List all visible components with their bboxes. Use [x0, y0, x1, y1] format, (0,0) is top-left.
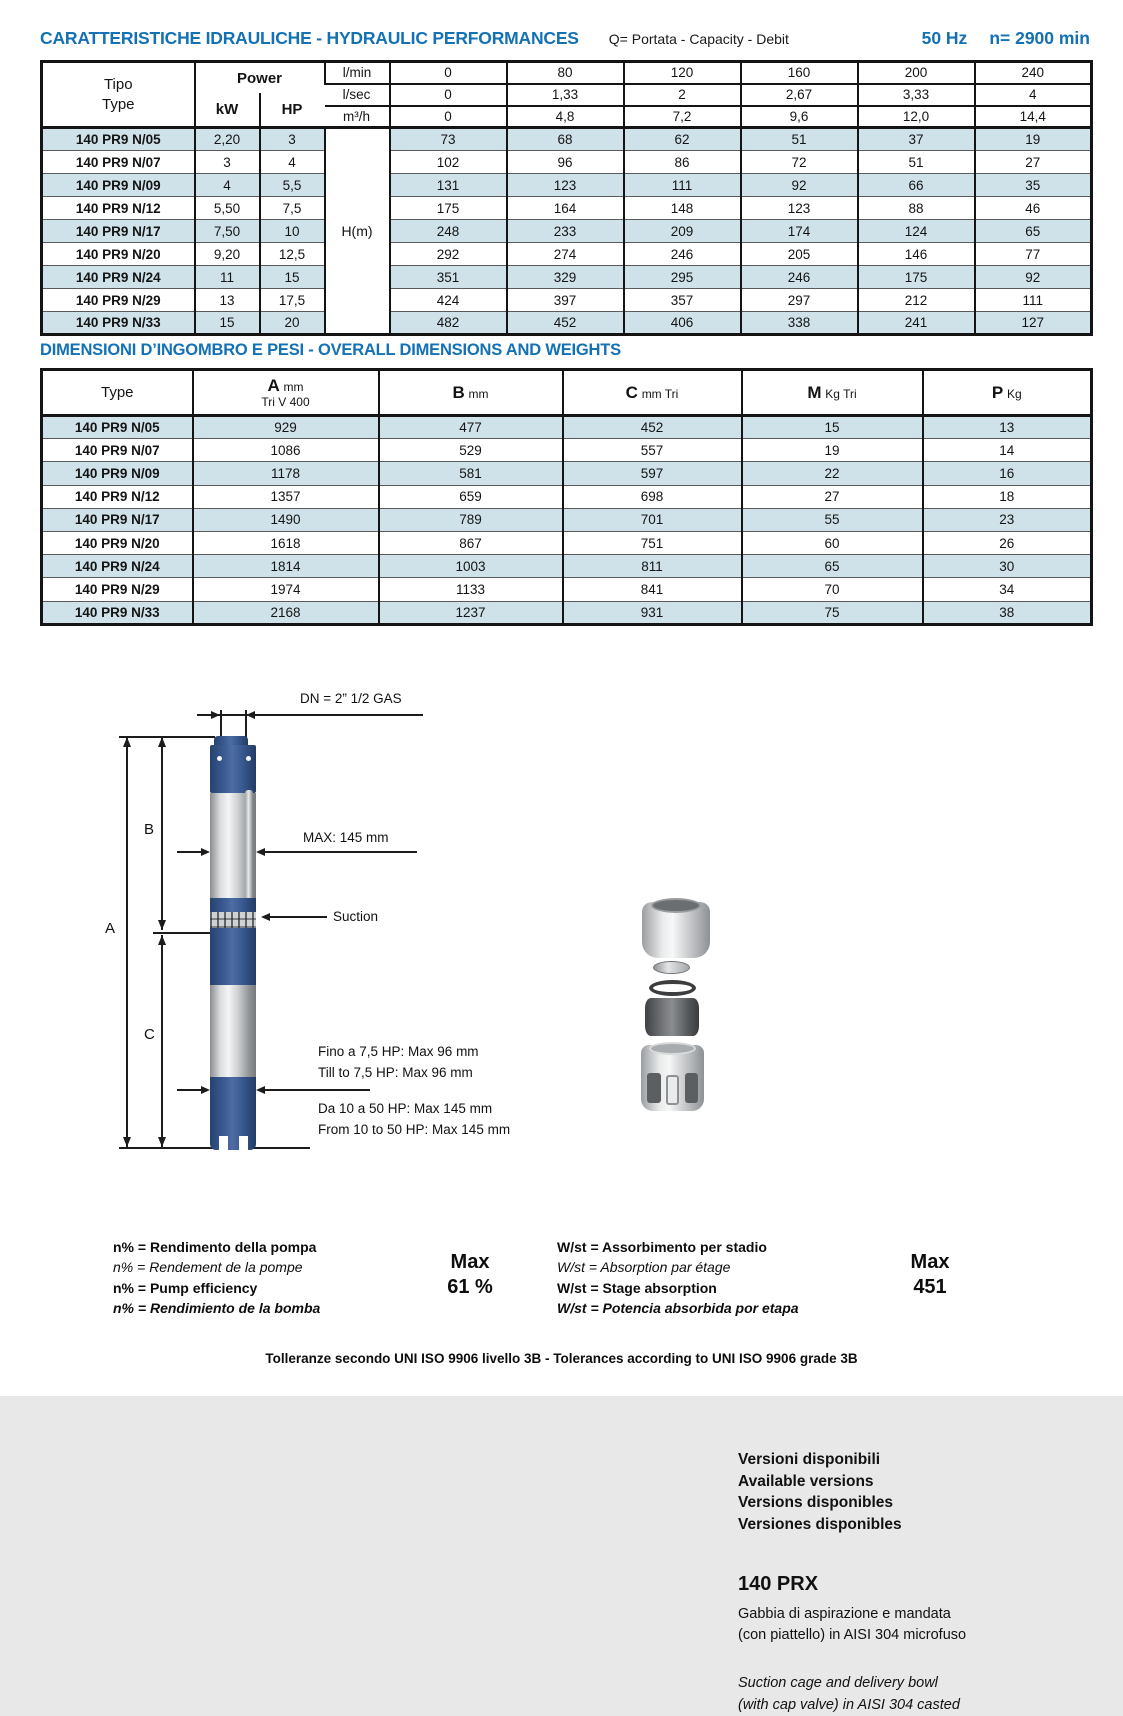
prx-cage-mouth [649, 1042, 696, 1055]
flow-value-cell: 4 [975, 84, 1092, 106]
efficiency-legend [113, 1237, 320, 1319]
dim-b-cell: 1133 [379, 578, 563, 601]
dim-c-label: C [144, 1026, 155, 1043]
head-value-cell: 65 [975, 220, 1092, 243]
pump-motor-shell [210, 985, 256, 1077]
kw-cell: 2,20 [195, 128, 260, 151]
dim-a-cell: 1618 [193, 531, 379, 554]
pump-suction-band [210, 898, 256, 912]
weight-m-cell: 75 [742, 601, 923, 624]
head-value-cell: 73 [390, 128, 507, 151]
prx-suction-cage-image [641, 1045, 704, 1111]
pump-suction-strainer [210, 912, 256, 928]
frequency-label: 50 Hz [922, 28, 968, 49]
cage-window [647, 1073, 661, 1103]
hydraulic-performance-table [40, 60, 1093, 336]
pump-type-cell: 140 PR9 N/33 [42, 312, 195, 335]
head-value-cell: 297 [741, 289, 858, 312]
tolerances-footer: Tolleranze secondo UNI ISO 9906 livello 3B - Tolerances according to UNI ISO 9906 grade 3B [0, 1351, 1123, 1366]
power-column-header [195, 62, 325, 128]
versions-line: Versions disponibles [738, 1492, 902, 1514]
pump-discharge-head [210, 745, 256, 793]
hp-cell: 20 [260, 312, 325, 335]
dimension-row [42, 439, 1092, 462]
head-value-cell: 88 [858, 197, 975, 220]
hydraulic-row [42, 174, 1092, 197]
dim-c-cell: 751 [563, 531, 742, 554]
pump-type-cell: 140 PR9 N/17 [42, 508, 193, 531]
max-arrow-left [201, 848, 210, 856]
dim-type-header: Type [42, 370, 193, 416]
hydraulic-row [42, 151, 1092, 174]
dim-b-arrow-bottom [158, 920, 166, 930]
weight-m-cell: 15 [742, 416, 923, 439]
head-value-cell: 131 [390, 174, 507, 197]
hydraulic-row [42, 220, 1092, 243]
hydraulic-row [42, 289, 1092, 312]
head-value-cell: 123 [741, 197, 858, 220]
weight-p-cell: 13 [923, 416, 1092, 439]
pump-type-cell: 140 PR9 N/29 [42, 578, 193, 601]
dim-a-header: A mm Tri V 400 [193, 370, 379, 416]
unit-lsec: l/sec [325, 84, 390, 106]
hp-cell: 3 [260, 128, 325, 151]
prx-desc-it-line2: (con piattello) in AISI 304 microfuso [738, 1625, 966, 1646]
dim-c-cell: 811 [563, 555, 742, 578]
flow-value-cell: 2,67 [741, 84, 858, 106]
dim-c-cell: 698 [563, 485, 742, 508]
head-value-cell: 174 [741, 220, 858, 243]
hp-header: HP [259, 93, 324, 126]
versions-line: Versiones disponibles [738, 1514, 902, 1536]
head-value-cell: 37 [858, 128, 975, 151]
dim-line-c [161, 935, 163, 1147]
max-diameter-label: MAX: 145 mm [303, 830, 389, 845]
hydraulic-row [42, 128, 1092, 151]
head-value-cell: 86 [624, 151, 741, 174]
dim-a-cell: 1178 [193, 462, 379, 485]
motor-base-notch [219, 1136, 228, 1150]
pump-dimension-figure [0, 680, 1123, 1180]
head-value-cell: 111 [624, 174, 741, 197]
dim-b-cell: 867 [379, 531, 563, 554]
prx-cap-valve-disc-image [653, 961, 690, 974]
suction-arrow-line [269, 916, 327, 918]
dim-a-cell: 1814 [193, 555, 379, 578]
head-value-cell: 124 [858, 220, 975, 243]
hp-cell: 15 [260, 266, 325, 289]
weight-p-cell: 18 [923, 485, 1092, 508]
prx-model-title: 140 PRX [738, 1573, 818, 1596]
dim-a-label: A [105, 920, 115, 937]
head-value-cell: 102 [390, 151, 507, 174]
head-value-cell: 35 [975, 174, 1092, 197]
head-value-cell: 148 [624, 197, 741, 220]
head-value-cell: 96 [507, 151, 624, 174]
head-value-cell: 164 [507, 197, 624, 220]
head-value-cell: 424 [390, 289, 507, 312]
flow-value-cell: 3,33 [858, 84, 975, 106]
head-value-cell: 246 [741, 266, 858, 289]
head-unit-cell: H(m) [325, 128, 390, 335]
efficiency-max-label: Max [410, 1250, 530, 1275]
flow-value-cell: 120 [624, 62, 741, 84]
max-line-right [264, 851, 417, 853]
legend-line: W/st = Potencia absorbida por etapa [557, 1298, 799, 1318]
flow-value-cell: 4,8 [507, 106, 624, 128]
legend-line: W/st = Stage absorption [557, 1278, 799, 1298]
hp-cell: 17,5 [260, 289, 325, 312]
dimensions-title: DIMENSIONI D’INGOMBRO E PESI - OVERALL DIMENSIONS AND WEIGHTS [40, 341, 621, 360]
weight-m-cell: 55 [742, 508, 923, 531]
cage-window [666, 1075, 679, 1105]
dn-tick-left [220, 710, 222, 737]
head-value-cell: 246 [624, 243, 741, 266]
flow-value-cell: 0 [390, 84, 507, 106]
dim-c-cell: 931 [563, 601, 742, 624]
pump-type-cell: 140 PR9 N/07 [42, 151, 195, 174]
weight-p-cell: 30 [923, 555, 1092, 578]
head-value-cell: 357 [624, 289, 741, 312]
legend-line: n% = Pump efficiency [113, 1278, 320, 1298]
legend-line: n% = Rendimiento de la bomba [113, 1298, 320, 1318]
legend-line: W/st = Absorption par étage [557, 1257, 799, 1277]
prx-description-en [738, 1673, 960, 1716]
hp-cell: 5,5 [260, 174, 325, 197]
lower-max-arrow-left [201, 1086, 210, 1094]
prx-desc-it-line1: Gabbia di aspirazione e mandata [738, 1604, 966, 1625]
dim-c-header: C mm Tri [563, 370, 742, 416]
weight-p-cell: 14 [923, 439, 1092, 462]
head-value-cell: 397 [507, 289, 624, 312]
pump-type-cell: 140 PR9 N/24 [42, 266, 195, 289]
dim-b-cell: 529 [379, 439, 563, 462]
efficiency-max [410, 1250, 530, 1300]
kw-cell: 13 [195, 289, 260, 312]
weight-p-cell: 23 [923, 508, 1092, 531]
pump-bolt-left [217, 756, 222, 761]
pump-type-cell: 140 PR9 N/09 [42, 174, 195, 197]
prx-bowl-mouth [651, 898, 701, 913]
max-line-left [177, 851, 203, 853]
head-value-cell: 295 [624, 266, 741, 289]
absorption-max [870, 1250, 990, 1300]
dimension-row [42, 462, 1092, 485]
type-column-header [42, 62, 195, 128]
hp-cell: 7,5 [260, 197, 325, 220]
hydraulic-row [42, 243, 1092, 266]
absorption-max-label: Max [870, 1250, 990, 1275]
flow-value-cell: 80 [507, 62, 624, 84]
flow-value-cell: 2 [624, 84, 741, 106]
absorption-max-value: 451 [870, 1275, 990, 1300]
head-value-cell: 329 [507, 266, 624, 289]
dim-a-cell: 1357 [193, 485, 379, 508]
power-label: Power [196, 63, 324, 93]
dim-a-cell: 2168 [193, 601, 379, 624]
head-value-cell: 46 [975, 197, 1092, 220]
dim-a-arrow-bottom [123, 1137, 131, 1147]
flow-value-cell: 0 [390, 106, 507, 128]
dim-c-cell: 557 [563, 439, 742, 462]
flow-legend: Q= Portata - Capacity - Debit [609, 31, 789, 47]
hydraulic-row [42, 197, 1092, 220]
dim-a-arrow-top [123, 737, 131, 747]
head-value-cell: 482 [390, 312, 507, 335]
flow-value-cell: 0 [390, 62, 507, 84]
pump-type-cell: 140 PR9 N/33 [42, 601, 193, 624]
hp-cell: 12,5 [260, 243, 325, 266]
hp-cell: 10 [260, 220, 325, 243]
kw-cell: 4 [195, 174, 260, 197]
pump-type-cell: 140 PR9 N/09 [42, 462, 193, 485]
pump-type-cell: 140 PR9 N/20 [42, 243, 195, 266]
flow-header-row [42, 62, 1092, 84]
versions-line: Versioni disponibili [738, 1449, 902, 1471]
flow-value-cell: 12,0 [858, 106, 975, 128]
flow-value-cell: 7,2 [624, 106, 741, 128]
dim-line-a [126, 737, 128, 1147]
pump-type-cell: 140 PR9 N/05 [42, 128, 195, 151]
dim-line-b [161, 737, 163, 930]
weight-p-cell: 34 [923, 578, 1092, 601]
kw-cell: 9,20 [195, 243, 260, 266]
head-value-cell: 77 [975, 243, 1092, 266]
head-value-cell: 209 [624, 220, 741, 243]
pump-motor-base [210, 1077, 256, 1150]
kw-cell: 5,50 [195, 197, 260, 220]
hydraulics-header [40, 28, 1090, 49]
dim-b-cell: 581 [379, 462, 563, 485]
pump-type-cell: 140 PR9 N/24 [42, 555, 193, 578]
head-value-cell: 248 [390, 220, 507, 243]
dim-b-cell: 1003 [379, 555, 563, 578]
dimension-row [42, 555, 1092, 578]
top-tick-line [119, 736, 215, 738]
absorption-legend [557, 1237, 799, 1319]
hydraulic-row [42, 312, 1092, 335]
dim-b-arrow-top [158, 737, 166, 747]
flow-value-cell: 14,4 [975, 106, 1092, 128]
unit-m3h: m³/h [325, 106, 390, 128]
note-till-it: Fino a 7,5 HP: Max 96 mm [318, 1044, 479, 1059]
pump-type-cell: 140 PR9 N/17 [42, 220, 195, 243]
head-value-cell: 205 [741, 243, 858, 266]
dimension-row [42, 508, 1092, 531]
head-value-cell: 292 [390, 243, 507, 266]
dim-b-cell: 1237 [379, 601, 563, 624]
dimension-row [42, 485, 1092, 508]
weight-m-cell: 65 [742, 555, 923, 578]
weight-p-cell: 16 [923, 462, 1092, 485]
speed-label: n= 2900 min [989, 28, 1090, 49]
prx-description-it [738, 1604, 966, 1646]
dim-a-cell: 929 [193, 416, 379, 439]
dimension-row [42, 416, 1092, 439]
suction-label: Suction [333, 909, 378, 924]
dim-m-header: M Kg Tri [742, 370, 923, 416]
dim-c-cell: 452 [563, 416, 742, 439]
weight-m-cell: 22 [742, 462, 923, 485]
dim-p-header: P Kg [923, 370, 1092, 416]
flow-value-cell: 160 [741, 62, 858, 84]
weight-m-cell: 70 [742, 578, 923, 601]
dim-c-arrow-bottom [158, 1137, 166, 1147]
efficiency-max-value: 61 % [410, 1275, 530, 1300]
cage-window [685, 1073, 698, 1103]
dn-dimension-line [197, 714, 423, 716]
head-value-cell: 51 [858, 151, 975, 174]
kw-cell: 15 [195, 312, 260, 335]
head-value-cell: 72 [741, 151, 858, 174]
prx-delivery-bowl-image [642, 902, 710, 958]
head-value-cell: 233 [507, 220, 624, 243]
head-value-cell: 62 [624, 128, 741, 151]
note-from-en: From 10 to 50 HP: Max 145 mm [318, 1122, 510, 1137]
head-value-cell: 351 [390, 266, 507, 289]
kw-cell: 3 [195, 151, 260, 174]
hp-cell: 4 [260, 151, 325, 174]
page-title: CARATTERISTICHE IDRAULICHE - HYDRAULIC PERFORMANCES [40, 28, 579, 49]
dimensions-table [40, 368, 1093, 626]
pump-type-cell: 140 PR9 N/12 [42, 485, 193, 508]
pump-coupling [210, 928, 256, 985]
dim-a-cell: 1974 [193, 578, 379, 601]
pump-type-cell: 140 PR9 N/05 [42, 416, 193, 439]
type-header-line1: Tipo [43, 75, 194, 95]
weight-m-cell: 60 [742, 531, 923, 554]
pump-type-cell: 140 PR9 N/29 [42, 289, 195, 312]
flow-value-cell: 240 [975, 62, 1092, 84]
pump-type-cell: 140 PR9 N/07 [42, 439, 193, 462]
head-value-cell: 406 [624, 312, 741, 335]
prx-sleeve-image [645, 998, 699, 1036]
head-value-cell: 51 [741, 128, 858, 151]
flow-value-cell: 1,33 [507, 84, 624, 106]
pump-cable-guard [245, 790, 253, 910]
flow-value-cell: 9,6 [741, 106, 858, 128]
dim-b-cell: 477 [379, 416, 563, 439]
weight-m-cell: 19 [742, 439, 923, 462]
prx-desc-en-line2: (with cap valve) in AISI 304 casted [738, 1695, 960, 1716]
head-value-cell: 274 [507, 243, 624, 266]
head-value-cell: 241 [858, 312, 975, 335]
dim-c-cell: 701 [563, 508, 742, 531]
head-value-cell: 92 [975, 266, 1092, 289]
dim-b-header: B mm [379, 370, 563, 416]
head-value-cell: 19 [975, 128, 1092, 151]
type-header-line2: Type [43, 95, 194, 115]
legend-line: W/st = Assorbimento per stadio [557, 1237, 799, 1257]
head-value-cell: 452 [507, 312, 624, 335]
weight-p-cell: 26 [923, 531, 1092, 554]
pump-type-cell: 140 PR9 N/20 [42, 531, 193, 554]
dimension-row [42, 578, 1092, 601]
head-value-cell: 68 [507, 128, 624, 151]
legend-line: n% = Rendement de la pompe [113, 1257, 320, 1277]
note-from-it: Da 10 a 50 HP: Max 145 mm [318, 1101, 492, 1116]
head-value-cell: 146 [858, 243, 975, 266]
head-value-cell: 111 [975, 289, 1092, 312]
dim-b-cell: 659 [379, 485, 563, 508]
head-value-cell: 92 [741, 174, 858, 197]
motor-base-notch [239, 1136, 248, 1150]
head-value-cell: 127 [975, 312, 1092, 335]
head-value-cell: 175 [390, 197, 507, 220]
dim-c-cell: 597 [563, 462, 742, 485]
prx-oring-image [649, 980, 696, 996]
dimension-row [42, 601, 1092, 624]
kw-header: kW [196, 93, 259, 126]
dn-arrow-right [246, 711, 255, 719]
hydraulic-row [42, 266, 1092, 289]
head-value-cell: 338 [741, 312, 858, 335]
dimensions-header-row [42, 370, 1092, 416]
weight-p-cell: 38 [923, 601, 1092, 624]
dim-c-arrow-top [158, 935, 166, 945]
dimension-row [42, 531, 1092, 554]
dim-b-cell: 789 [379, 508, 563, 531]
pump-bolt-right [246, 756, 251, 761]
flow-value-cell: 200 [858, 62, 975, 84]
lower-max-line-right [264, 1089, 370, 1091]
head-value-cell: 123 [507, 174, 624, 197]
note-till-en: Till to 7,5 HP: Max 96 mm [318, 1065, 473, 1080]
suction-tick-line [153, 932, 211, 934]
power-units [196, 93, 324, 126]
unit-lmin: l/min [325, 62, 390, 84]
dim-a-cell: 1490 [193, 508, 379, 531]
head-value-cell: 27 [975, 151, 1092, 174]
prx-desc-en-line1: Suction cage and delivery bowl [738, 1673, 960, 1695]
kw-cell: 11 [195, 266, 260, 289]
dim-c-cell: 841 [563, 578, 742, 601]
weight-m-cell: 27 [742, 485, 923, 508]
pump-type-cell: 140 PR9 N/12 [42, 197, 195, 220]
dn-arrow-left [211, 711, 220, 719]
dn-label: DN = 2” 1/2 GAS [300, 691, 402, 706]
available-versions-block [738, 1449, 902, 1535]
dim-b-label: B [144, 821, 154, 838]
head-value-cell: 212 [858, 289, 975, 312]
head-value-cell: 66 [858, 174, 975, 197]
head-value-cell: 175 [858, 266, 975, 289]
versions-line: Available versions [738, 1471, 902, 1493]
lower-max-line-left [177, 1089, 203, 1091]
dim-a-cell: 1086 [193, 439, 379, 462]
legend-line: n% = Rendimento della pompa [113, 1237, 320, 1257]
kw-cell: 7,50 [195, 220, 260, 243]
